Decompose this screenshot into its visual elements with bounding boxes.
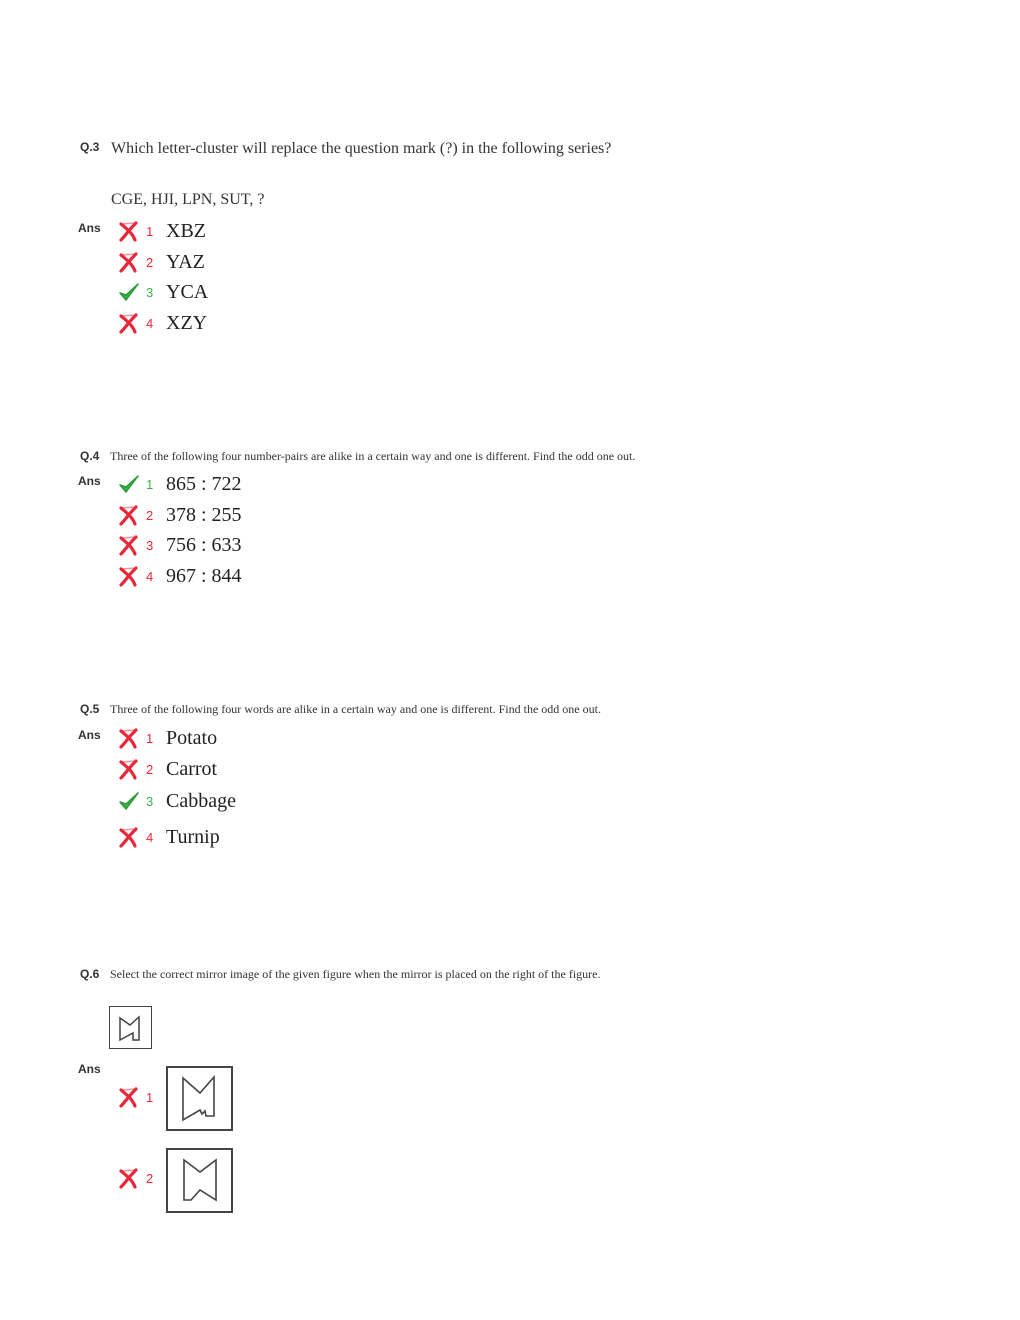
option-1[interactable] [118, 1084, 162, 1110]
option-3[interactable] [118, 532, 242, 558]
option-number: 4 [146, 315, 154, 331]
option-text: XZY [166, 311, 208, 334]
question-text: Three of the following four words are alike in a certain way and one is different. Find the odd one out. [110, 702, 601, 716]
question-number: Q.4 [80, 449, 100, 463]
option-number: 3 [146, 537, 154, 553]
option-text: Turnip [166, 825, 220, 848]
question-number: Q.3 [80, 140, 100, 154]
wrong-x-icon [118, 312, 140, 334]
question-series: CGE, HJI, LPN, SUT, ? [111, 191, 265, 208]
option-3[interactable] [118, 788, 236, 814]
option-1[interactable] [118, 218, 206, 244]
question-text: Which letter-cluster will replace the question mark (?) in the following series? [111, 140, 612, 157]
wrong-x-icon [118, 565, 140, 587]
option-text: 865 : 722 [166, 472, 242, 495]
option-number: 4 [146, 829, 154, 845]
option-text: YCA [166, 280, 209, 303]
wrong-x-icon [118, 504, 140, 526]
option-2[interactable] [118, 756, 217, 782]
option-number: 2 [146, 1170, 154, 1186]
option-4[interactable] [118, 310, 207, 336]
question-text: Select the correct mirror image of the given figure when the mirror is placed on the right of the figure. [110, 967, 601, 981]
question-number: Q.6 [80, 967, 100, 981]
wrong-x-icon [118, 826, 140, 848]
correct-check-icon [118, 281, 140, 303]
option-2[interactable] [118, 502, 242, 528]
ans-label: Ans [78, 1062, 101, 1076]
option-text: XBZ [166, 219, 206, 242]
wrong-x-icon [118, 1167, 140, 1189]
option-text: 378 : 255 [166, 503, 242, 526]
option-number: 2 [146, 507, 154, 523]
option-number: 4 [146, 568, 154, 584]
question-text: Three of the following four number-pairs are alike in a certain way and one is different. Find the odd one out. [110, 449, 636, 463]
correct-check-icon [118, 473, 140, 495]
option-text: 756 : 633 [166, 533, 242, 556]
wrong-x-icon [118, 220, 140, 242]
option-text: Carrot [166, 757, 218, 780]
option-text: YAZ [166, 250, 205, 273]
option-2[interactable] [118, 1165, 162, 1191]
option-text: 967 : 844 [166, 564, 242, 587]
option-number: 3 [146, 284, 154, 300]
option-text: Cabbage [166, 789, 236, 812]
question-figure [109, 1006, 152, 1049]
wrong-x-icon [118, 758, 140, 780]
option-number: 1 [146, 1089, 154, 1105]
ans-label: Ans [78, 728, 101, 742]
option-4[interactable] [118, 824, 220, 850]
option-number: 1 [146, 730, 154, 746]
option-1-figure[interactable] [166, 1066, 233, 1131]
option-number: 1 [146, 223, 154, 239]
option-3[interactable] [118, 279, 208, 305]
option-2[interactable] [118, 249, 205, 275]
ans-label: Ans [78, 221, 101, 235]
question-number: Q.5 [80, 702, 100, 716]
wrong-x-icon [118, 534, 140, 556]
option-1[interactable] [118, 471, 242, 497]
option-number: 3 [146, 793, 154, 809]
option-text: Potato [166, 726, 218, 749]
correct-check-icon [118, 790, 140, 812]
option-number: 2 [146, 761, 154, 777]
wrong-x-icon [118, 727, 140, 749]
ans-label: Ans [78, 474, 101, 488]
option-number: 2 [146, 254, 154, 270]
option-number: 1 [146, 476, 154, 492]
wrong-x-icon [118, 1086, 140, 1108]
option-4[interactable] [118, 563, 242, 589]
option-2-figure[interactable] [166, 1148, 233, 1213]
option-1[interactable] [118, 725, 217, 751]
wrong-x-icon [118, 251, 140, 273]
